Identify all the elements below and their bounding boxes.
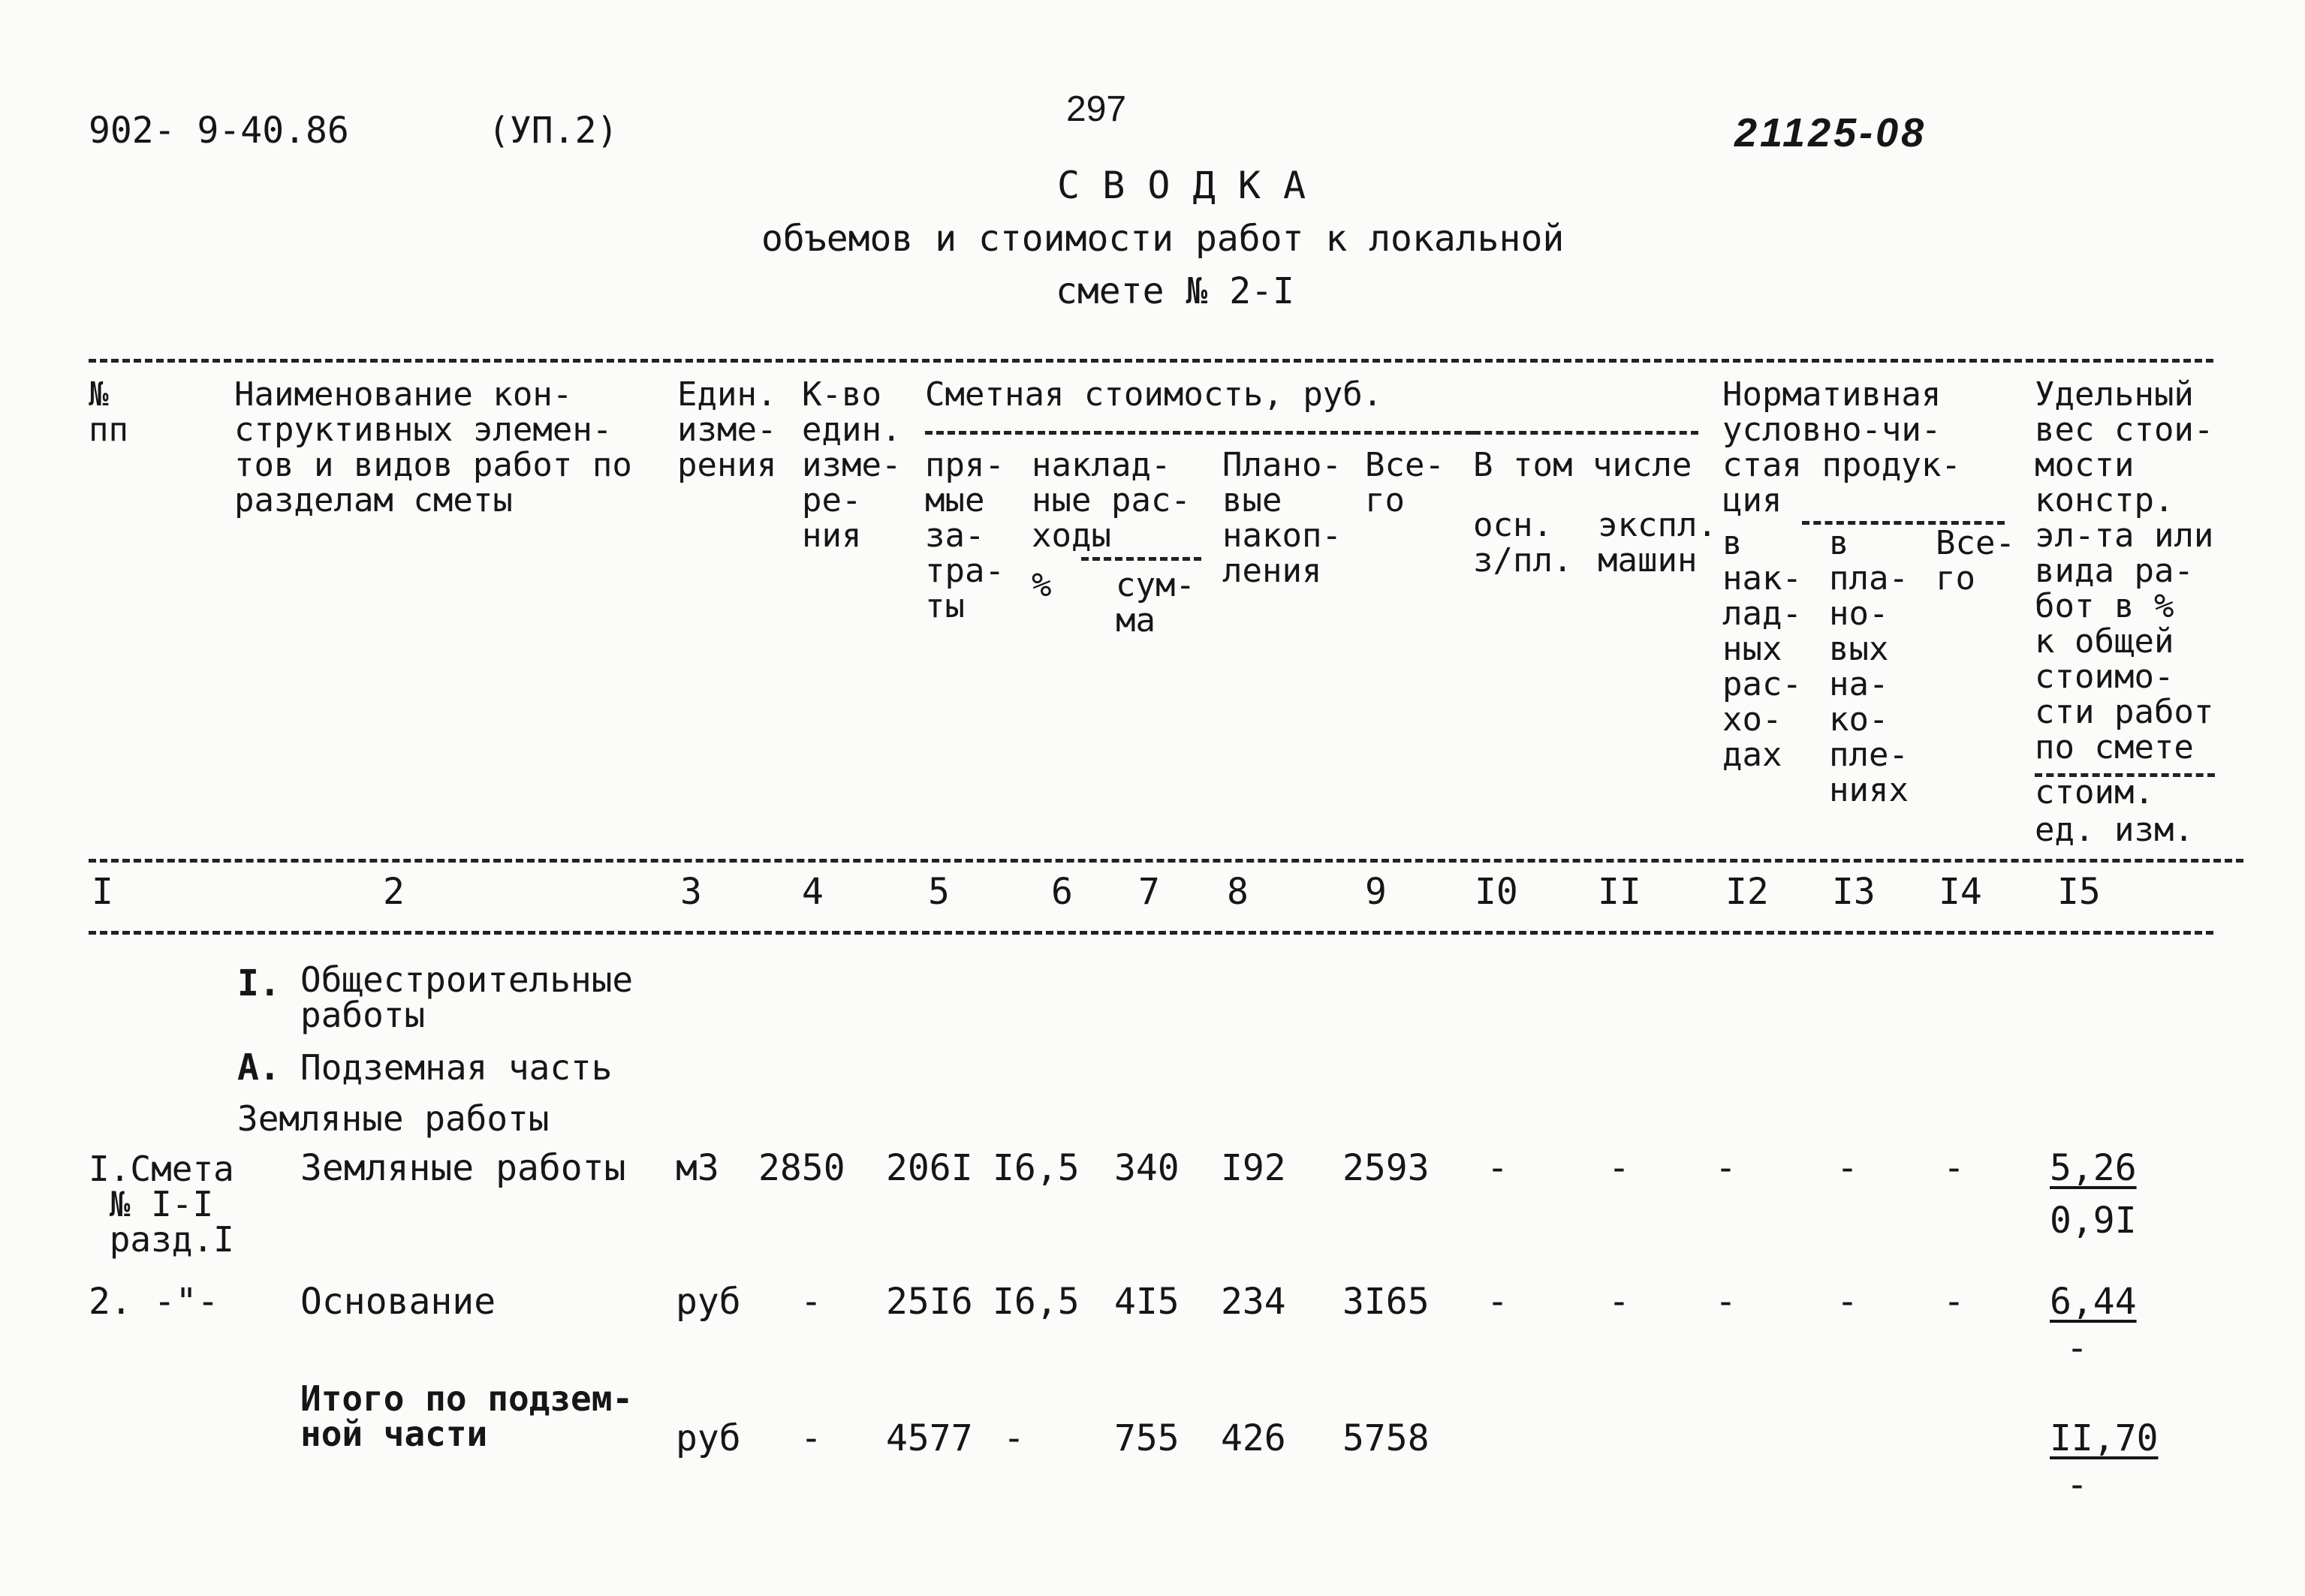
subsection-letter: А. — [237, 1046, 281, 1089]
page-number: 297 — [1066, 89, 1127, 129]
header-col4: К-во един. изме- ре- ния — [802, 375, 902, 555]
table-cell-quantity: - — [800, 1417, 822, 1459]
overhead-group-rule — [1081, 557, 1201, 561]
header-col11: экспл. машин — [1598, 506, 1717, 580]
header-col15: Удельный вес стои- мости констр. эл-та или вида ра- бот в % к общей стоимо- сти работ по смете — [2035, 375, 2214, 766]
header-col12: в нак- лад- ных рас- хо- дах — [1722, 524, 1802, 774]
header-col15-sub1: стоим. — [2035, 773, 2154, 812]
table-cell-overhead-sum: 4I5 — [1114, 1281, 1180, 1323]
document-subtitle-line2: смете № 2-I — [1056, 270, 1294, 312]
table-cell-total: 5758 — [1342, 1417, 1430, 1459]
table-cell-share-cost: II,70 — [2050, 1417, 2159, 1459]
document-code: 902- 9-40.86 — [89, 110, 349, 152]
header-col8: Плано- вые накоп- ления — [1222, 446, 1342, 590]
table-cell-direct-costs: 4577 — [886, 1417, 973, 1459]
table-cell-quantity: 2850 — [758, 1147, 845, 1189]
table-cell-col14: - — [1943, 1147, 1965, 1189]
header-col1: № пп — [89, 375, 128, 449]
column-number: 5 — [928, 871, 950, 913]
header-bottom-rule — [89, 859, 2243, 863]
table-cell-overhead-percent: I6,5 — [993, 1281, 1080, 1323]
document-title: С В О Д К А — [1057, 164, 1306, 207]
column-number: 7 — [1138, 871, 1160, 913]
table-cell-overhead-percent: - — [1003, 1417, 1025, 1459]
album-label: (УП.2) — [488, 110, 619, 152]
header-col10: осн. з/пл. — [1473, 506, 1573, 580]
column-number: 3 — [680, 871, 702, 913]
table-cell-planned-savings: 234 — [1221, 1281, 1286, 1323]
header-col7: сум- ма — [1116, 566, 1195, 640]
header-cost-group: Сметная стоимость, руб. — [925, 375, 1383, 414]
table-cell-name: Земляные работы — [300, 1147, 626, 1189]
column-number: I3 — [1832, 871, 1876, 913]
header-incl-group: В том числе — [1473, 446, 1692, 484]
table-cell-col12: - — [1715, 1281, 1737, 1323]
table-cell-col11: - — [1608, 1147, 1630, 1189]
section-title: Общестроительные работы — [300, 959, 634, 1035]
column-number-bottom-rule — [89, 931, 2213, 935]
document-subtitle-line1: объемов и стоимости работ к локальной — [761, 218, 1565, 260]
table-cell-total: 3I65 — [1342, 1281, 1430, 1323]
column-number: 8 — [1227, 871, 1249, 913]
table-cell-overhead-sum: 755 — [1114, 1417, 1180, 1459]
header-col5: пря- мые за- тра- ты — [925, 446, 1005, 625]
header-col3: Един. изме- рения — [677, 375, 777, 484]
table-cell-name: Основание — [300, 1281, 496, 1323]
column-number: 9 — [1365, 871, 1387, 913]
header-col13: в пла- но- вых на- ко- пле- ниях — [1829, 524, 1909, 809]
subtotal-label: Итого по подзем- ной части — [300, 1378, 634, 1454]
table-cell-col12: - — [1715, 1147, 1737, 1189]
table-cell-quantity: - — [800, 1281, 822, 1323]
header-col2: Наименование кон- структивных элемен- тов и видов работ по разделам сметы — [234, 375, 632, 519]
subsection-title: Подземная часть — [300, 1047, 613, 1088]
cost-group-rule — [925, 431, 1473, 435]
column-number: II — [1598, 871, 1641, 913]
column-number: I — [92, 871, 113, 913]
incl-group-rule — [1473, 431, 1698, 435]
table-cell-share-unit: - — [2066, 1327, 2088, 1369]
table-cell-planned-savings: 426 — [1221, 1417, 1286, 1459]
table-cell-col11: - — [1608, 1281, 1630, 1323]
table-cell-overhead-sum: 340 — [1114, 1147, 1180, 1189]
header-col9: Все- го — [1365, 446, 1445, 519]
table-cell-share-unit: - — [2066, 1464, 2088, 1506]
table-cell-col10: - — [1487, 1147, 1508, 1189]
table-cell-unit: руб — [676, 1417, 741, 1459]
column-number: I5 — [2057, 871, 2101, 913]
table-cell-planned-savings: I92 — [1221, 1147, 1286, 1189]
column-number: I0 — [1475, 871, 1518, 913]
table-cell-col14: - — [1943, 1281, 1965, 1323]
table-cell-direct-costs: 206I — [886, 1147, 973, 1189]
column-number: I4 — [1939, 871, 1982, 913]
column-number: 4 — [802, 871, 824, 913]
table-cell-share-cost: 6,44 — [2050, 1281, 2137, 1323]
table-cell-total: 2593 — [1342, 1147, 1430, 1189]
table-row-number: I.Смета № I-I разд.I — [89, 1149, 234, 1260]
table-cell-col13: - — [1836, 1281, 1858, 1323]
column-number: I2 — [1725, 871, 1769, 913]
col15-sub-rule — [2035, 773, 2215, 777]
table-cell-share-unit: 0,9I — [2050, 1200, 2137, 1242]
header-norm-group: Нормативная условно-чи- стая продук- ция — [1722, 375, 1961, 519]
header-col6: % — [1032, 566, 1052, 604]
column-number: 2 — [383, 871, 405, 913]
table-cell-col13: - — [1836, 1147, 1858, 1189]
table-top-rule — [89, 359, 2213, 363]
column-number: 6 — [1051, 871, 1073, 913]
table-cell-unit: руб — [676, 1281, 741, 1323]
table-cell-share-cost: 5,26 — [2050, 1147, 2137, 1189]
section-number: I. — [237, 962, 281, 1004]
table-cell-unit: м3 — [676, 1147, 719, 1189]
table-cell-direct-costs: 25I6 — [886, 1281, 973, 1323]
sheet-code: 21125-08 — [1734, 110, 1927, 155]
work-group-title: Земляные работы — [237, 1098, 550, 1139]
table-row-number: 2. -"- — [89, 1281, 219, 1323]
header-col14: Все- го — [1936, 524, 2015, 598]
table-cell-overhead-percent: I6,5 — [993, 1147, 1080, 1189]
header-overhead-group: наклад- ные рас- ходы — [1032, 446, 1191, 555]
table-cell-col10: - — [1487, 1281, 1508, 1323]
header-col15-sub2: ед. изм. — [2035, 811, 2194, 849]
